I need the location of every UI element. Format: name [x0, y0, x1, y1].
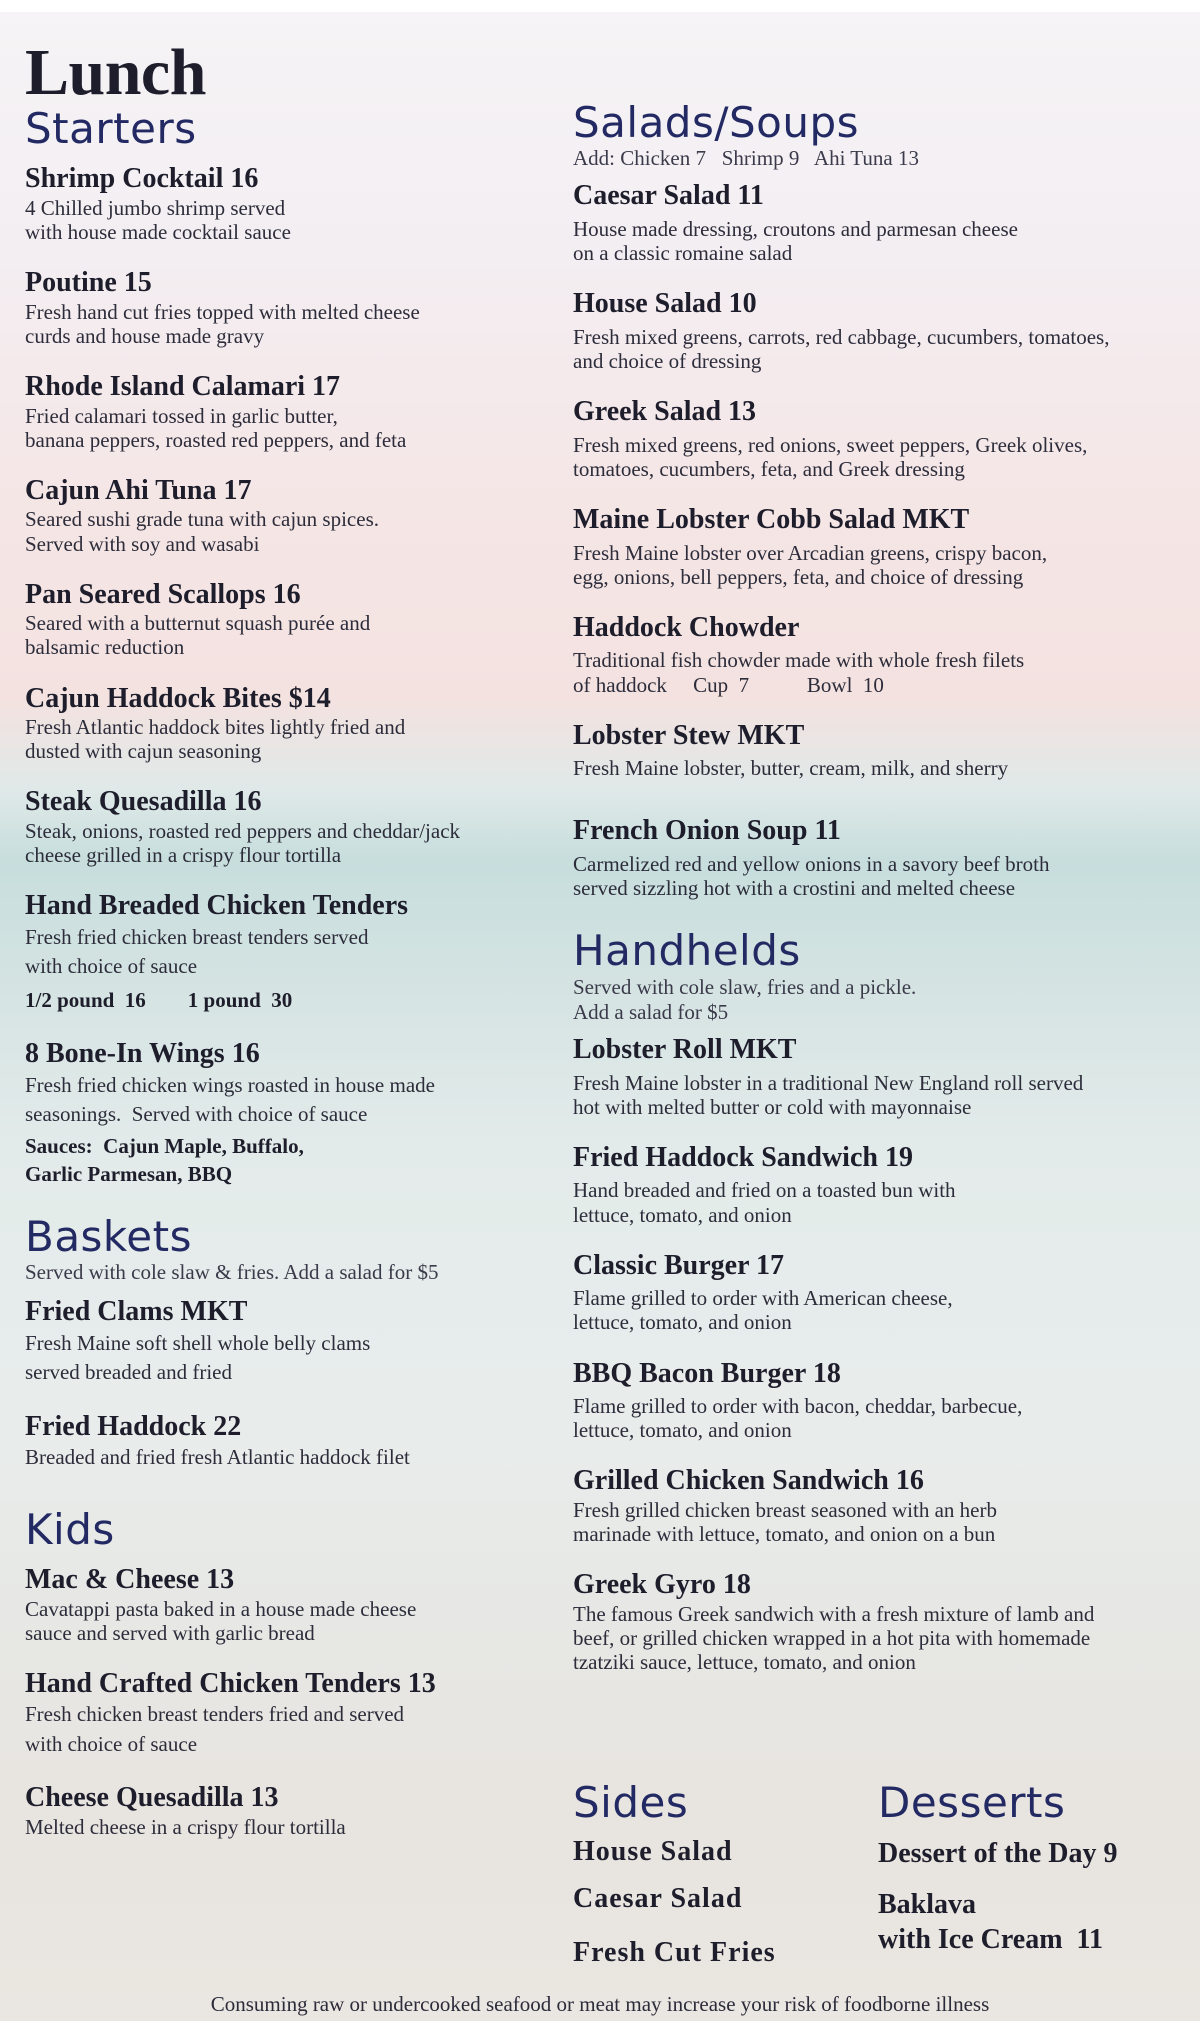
- menu-item: [25, 1781, 545, 1839]
- item-title: Hand Crafted Chicken Tenders 13: [25, 1667, 436, 1699]
- item-description: House made dressing, croutons and parmesan cheese on a classic romaine salad: [573, 216, 1018, 266]
- item-description: Fresh hand cut fries topped with melted cheese curds and house made gravy: [25, 299, 420, 348]
- item-description: Fresh grilled chicken breast seasoned with an herb marinade with lettuce, tomato, and onion on a bun: [573, 1498, 997, 1547]
- side-item: Caesar Salad: [573, 1883, 743, 1915]
- left-column: [25, 36, 545, 1839]
- item-description: Fresh Maine lobster, butter, cream, milk, and sherry: [573, 756, 1009, 781]
- item-description: Fresh fried chicken breast tenders served with choice of sauce: [25, 924, 369, 979]
- item-title: Classic Burger 17: [573, 1249, 785, 1281]
- item-title: Fried Clams MKT: [25, 1296, 248, 1328]
- baskets-section: [25, 1214, 545, 1473]
- top-band: [0, 0, 1200, 12]
- side-item: Fresh Cut Fries: [573, 1936, 776, 1968]
- menu-item: [573, 719, 1183, 781]
- item-description: Flame grilled to order with American cheese, lettuce, tomato, and onion: [573, 1286, 953, 1335]
- item-title: Mac & Cheese 13: [25, 1563, 235, 1595]
- item-title: Hand Breaded Chicken Tenders: [25, 890, 409, 922]
- section-title-handhelds: Handhelds: [573, 926, 801, 976]
- menu-item: [573, 1568, 1183, 1674]
- menu-item: [25, 162, 545, 244]
- item-title: Cajun Haddock Bites $14: [25, 682, 331, 714]
- dessert-item: Dessert of the Day 9: [878, 1838, 1118, 1870]
- item-title: Cajun Ahi Tuna 17: [25, 474, 252, 506]
- item-description: Fresh chicken breast tenders fried and served with choice of sauce: [25, 1702, 405, 1756]
- item-description: Traditional fish chowder made with whole fresh filets of haddock Cup 7 Bowl 10: [573, 648, 1025, 697]
- item-description: Seared with a butternut squash purée and balsamic reduction: [25, 611, 371, 660]
- menu-item: [573, 1249, 1183, 1335]
- foodborne-illness-disclaimer: Consuming raw or undercooked seafood or meat may increase your risk of foodborne illness: [210, 1992, 990, 2016]
- item-title: Fried Haddock 22: [25, 1410, 242, 1442]
- dessert-item: Baklava with Ice Cream 11: [878, 1889, 1103, 1956]
- item-title: Cheese Quesadilla 13: [25, 1782, 279, 1814]
- item-description: Hand breaded and fried on a toasted bun with lettuce, tomato, and onion: [573, 1178, 956, 1227]
- menu-item: [573, 814, 1183, 900]
- item-title: Grilled Chicken Sandwich 16: [573, 1465, 924, 1497]
- item-title: Greek Gyro 18: [573, 1569, 751, 1601]
- item-description: Fresh mixed greens, carrots, red cabbage, cucumbers, tomatoes, and choice of dressing: [573, 324, 1110, 373]
- item-description: Fresh mixed greens, red onions, sweet peppers, Greek olives, tomatoes, cucumbers, feta, and Greek dressing: [573, 432, 1088, 481]
- menu-item: [25, 889, 545, 1015]
- menu-item: [25, 1667, 545, 1759]
- salads-soups-section: [573, 100, 1183, 900]
- item-description: Fresh Maine lobster over Arcadian greens, crispy bacon, egg, onions, bell peppers, feta, and choice of dressing: [573, 540, 1048, 589]
- item-title: Greek Salad 13: [573, 396, 757, 428]
- section-title-salads-soups: Salads/Soups: [573, 98, 860, 147]
- menu-item: [25, 1295, 545, 1387]
- item-description: Fried calamari tossed in garlic butter, banana peppers, roasted red peppers, and feta: [25, 403, 407, 452]
- item-title: Lobster Roll MKT: [573, 1033, 797, 1065]
- menu-item: [573, 287, 1183, 373]
- section-note: Served with cole slaw & fries. Add a salad for $5: [25, 1260, 439, 1285]
- item-description: Fresh Maine soft shell whole belly clams served breaded and fried: [25, 1331, 371, 1385]
- item-title: BBQ Bacon Burger 18: [573, 1357, 841, 1389]
- sides-section: [573, 1780, 873, 1972]
- section-note: Add: Chicken 7 Shrimp 9 Ahi Tuna 13: [573, 146, 919, 171]
- item-title: French Onion Soup 11: [573, 815, 841, 847]
- section-title-baskets: Baskets: [25, 1212, 192, 1262]
- handhelds-section: [573, 928, 1183, 1674]
- menu-item: [573, 611, 1183, 697]
- menu-item: [573, 1357, 1183, 1443]
- menu-item: [573, 1033, 1183, 1119]
- right-column: [573, 100, 1183, 1674]
- item-title: House Salad 10: [573, 288, 757, 320]
- kids-section: [25, 1504, 545, 1839]
- menu-item: [573, 395, 1183, 481]
- item-sizes: 1/2 pound 16 1 pound 30: [25, 987, 293, 1012]
- section-title-sides: Sides: [573, 1778, 689, 1827]
- menu-item: [25, 474, 545, 556]
- item-title: Rhode Island Calamari 17: [25, 370, 341, 402]
- item-title: Lobster Stew MKT: [573, 719, 805, 751]
- desserts-section: [878, 1780, 1183, 1957]
- item-description: Flame grilled to order with bacon, cheddar, barbecue, lettuce, tomato, and onion: [573, 1394, 1023, 1443]
- item-title: Steak Quesadilla 16: [25, 786, 262, 818]
- menu-item: [25, 370, 545, 452]
- item-description: Seared sushi grade tuna with cajun spices. Served with soy and wasabi: [25, 507, 379, 556]
- menu-item: [573, 503, 1183, 589]
- section-title-starters: Starters: [25, 104, 197, 153]
- item-description: Fresh Atlantic haddock bites lightly fried and dusted with cajun seasoning: [25, 715, 406, 764]
- item-description: Fresh Maine lobster in a traditional New England roll served hot with melted butter or cold with mayonnaise: [573, 1070, 1084, 1119]
- page-title: Lunch: [25, 36, 206, 109]
- menu-item: [25, 578, 545, 660]
- item-description: The famous Greek sandwich with a fresh mixture of lamb and beef, or grilled chicken wrapped in a hot pita with homemade tzatziki sauce, lettuce, tomato, and onion: [573, 1601, 1095, 1675]
- starters-section: [25, 106, 545, 1188]
- menu-item: [25, 1563, 545, 1645]
- menu-item: [573, 1141, 1183, 1227]
- menu-item: [573, 1464, 1183, 1546]
- item-title: Pan Seared Scallops 16: [25, 578, 301, 610]
- item-title: Maine Lobster Cobb Salad MKT: [573, 504, 970, 535]
- item-title: Caesar Salad 11: [573, 180, 764, 212]
- menu-item: [25, 266, 545, 348]
- section-note: Served with cole slaw, fries and a pickle. Add a salad for $5: [573, 974, 917, 1024]
- side-item: House Salad: [573, 1836, 733, 1868]
- menu-item: [573, 179, 1183, 265]
- item-title: Haddock Chowder: [573, 611, 800, 643]
- item-description: Melted cheese in a crispy flour tortilla: [25, 1814, 346, 1839]
- item-description: 4 Chilled jumbo shrimp served with house made cocktail sauce: [25, 195, 291, 244]
- menu-item: [25, 1410, 545, 1473]
- item-description: Fresh fried chicken wings roasted in house made seasonings. Served with choice of sauce: [25, 1072, 435, 1127]
- item-description: Steak, onions, roasted red peppers and cheddar/jack cheese grilled in a crispy flour tortilla: [25, 819, 461, 868]
- item-sauces: Sauces: Cajun Maple, Buffalo, Garlic Parmesan, BBQ: [25, 1134, 304, 1186]
- section-title-desserts: Desserts: [878, 1778, 1066, 1827]
- item-title: Shrimp Cocktail 16: [25, 163, 259, 195]
- item-description: Cavatappi pasta baked in a house made cheese sauce and served with garlic bread: [25, 1596, 417, 1645]
- menu-item: [25, 785, 545, 867]
- menu-item: [25, 1037, 545, 1188]
- item-title: Fried Haddock Sandwich 19: [573, 1141, 913, 1173]
- item-description: Carmelized red and yellow onions in a savory beef broth served sizzling hot with a crostini and melted cheese: [573, 852, 1050, 901]
- section-title-kids: Kids: [25, 1504, 115, 1554]
- item-description: Breaded and fried fresh Atlantic haddock filet: [25, 1445, 410, 1470]
- menu-item: [25, 682, 545, 764]
- item-title: 8 Bone-In Wings 16: [25, 1038, 260, 1070]
- item-title: Poutine 15: [25, 267, 152, 299]
